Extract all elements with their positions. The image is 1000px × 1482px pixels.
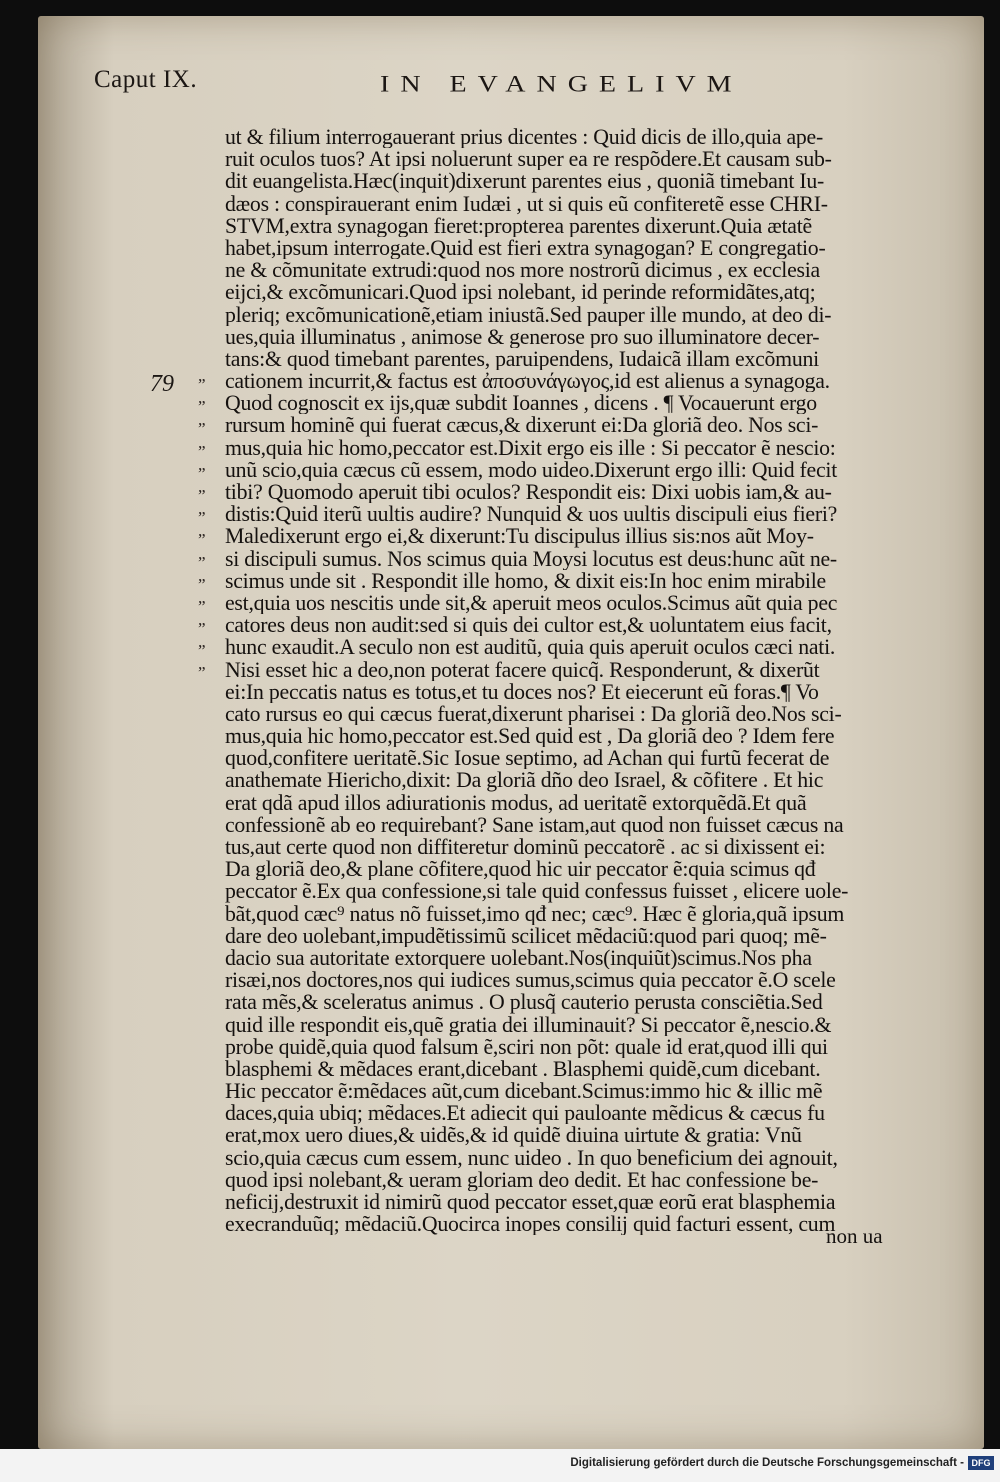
text-line: mus,quia hic homo,peccator est.Sed quid est , Da gloriã deo ? Idem fere [225, 725, 835, 748]
text-line: confessionẽ ab eo requirebant? Sane istam,aut quod non fuisset cæcus na [225, 813, 844, 836]
text-line: rata mẽs,& sceleratus animus . O plusq̃ cauterio perusta consciẽtia.Sed [225, 991, 823, 1014]
text-line: unũ scio,quia cæcus cũ essem, modo uideo.Dixerunt ergo illi: Quid fecit [225, 458, 838, 481]
margin-quotation-marks [198, 374, 226, 685]
text-line: Maledixerunt ergo ei,& dixerunt:Tu discipulus illius sis:nos aũt Moy- [225, 525, 814, 548]
chapter-heading: Caput IX. [94, 66, 198, 93]
dfg-logo-icon: DFG [968, 1456, 994, 1470]
text-line: ues,quia illuminatus , animose & generose pro suo illuminatore decer- [225, 325, 820, 348]
catchword: non ua [826, 1224, 883, 1248]
text-line: anathemate Hiericho,dixit: Da gloriã dño deo Israel, & cõfitere . Et hic [225, 769, 824, 792]
text-line: mus,quia hic homo,peccator est.Dixit ergo eis ille : Si peccator ẽ nescio: [225, 436, 836, 459]
text-line: STVM,extra synagogan fieret:propterea parentes dixerunt.Quia ætatẽ [225, 214, 812, 237]
text-line: probe quidẽ,quia quod falsum ẽ,sciri non põt: quale id erat,quod illi qui [225, 1035, 828, 1058]
text-line: scio,quia cæcus cum essem, nunc uideo . In quo beneficium dei agnouit, [225, 1146, 838, 1169]
text-line: erat,mox uero diues,& uidẽs,& id quidẽ diuina uirtute & gratia: Vnũ [225, 1124, 802, 1147]
text-line: tibi? Quomodo aperuit tibi oculos? Respondit eis: Dixi uobis iam,& au- [225, 481, 832, 504]
quote-mark: ” [198, 663, 206, 683]
text-line: dacio sua autoritate extorquere uolebant.Nos(inquiũt)scimus.Nos pha [225, 946, 812, 970]
text-line: ruit oculos tuos? At ipsi noluerunt super ea re respõdere.Et causam sub- [225, 148, 832, 171]
text-line: ne & cõmunitate extrudi:quod nos more nostrorũ dicimus , ex ecclesia [225, 259, 820, 282]
text-line: rursum hominẽ qui fuerat cæcus,& dixerunt ei:Da gloriã deo. Nos sci- [225, 414, 819, 437]
text-line: cato rursus eo qui cæcus fuerat,dixerunt pharisei : Da gloriã deo.Nos sci- [225, 702, 842, 726]
text-line: pleriq; excõmunicationẽ,etiam iniustã.Sed pauper ille mundo, at deo di- [225, 303, 832, 326]
quote-mark: ” [198, 552, 206, 572]
text-line: risæi,nos doctores,nos qui iudices sumus,scimus quia peccator ẽ.O scele [225, 969, 836, 992]
text-line: daces,quia ubiq; mẽdaces.Et adiecit qui pauloante mẽdicus & cæcus fu [225, 1102, 825, 1125]
quote-mark: ” [198, 508, 206, 528]
margin-number: 79 [150, 371, 174, 397]
text-line: si discipuli sumus. Nos scimus quia Moysi locutus est deus:hunc aũt ne- [225, 547, 837, 570]
text-line: neficij,destruxit id nimirũ quod peccator esset,quæ eorũ erat blasphemia [225, 1191, 836, 1214]
text-line: Nisi esset hic a deo,non poterat facere quicq̃. Responderunt, & dixerũt [225, 658, 820, 681]
quote-mark: ” [198, 485, 206, 505]
text-line: quid ille respondit eis,quẽ gratia dei illuminauit? Si peccator ẽ,nescio.& [225, 1013, 832, 1036]
text-line: hunc exaudit.A seculo non est auditũ, quia quis aperuit oculos cæci nati. [225, 636, 836, 659]
text-line: peccator ẽ.Ex qua confessione,si tale quid confessus fuisset , elicere uole- [225, 880, 849, 903]
text-line: est,quia uos nescitis unde sit,& aperuit meos oculos.Scimus aũt quia pec [225, 591, 838, 615]
text-line: tans:& quod timebant parentes, paruipendens, Iudaicã illam excõmuni [225, 347, 819, 371]
footer-credit: Digitalisierung gefördert durch die Deutsche Forschungsgemeinschaft - [570, 1457, 964, 1469]
quote-mark: ” [198, 441, 206, 461]
text-line: Da gloriã deo,& plane cõfitere,quod hic uir peccator ẽ:quia scimus qđ [225, 858, 816, 881]
text-line: dæos : conspirauerant enim Iudæi , ut si quis eũ confiteretẽ esse CHRI- [225, 192, 828, 215]
text-line: quod ipsi nolebant,& ueram gloriam deo dedit. Et hac confessione be- [225, 1168, 819, 1191]
text-line: bãt,quod cæc⁹ natus nõ fuisset,imo qđ nec; cæc⁹. Hæc ẽ gloria,quã ipsum [225, 902, 845, 925]
text-line: Hic peccator ẽ:mẽdaces aũt,cum dicebant.Scimus:immo hic & illic mẽ [225, 1080, 823, 1103]
running-title: IN EVANGELIVM [380, 72, 743, 98]
text-line: quod,confitere ueritatẽ.Sic Iosue septimo, ad Achan qui furtũ fecerat de [225, 747, 830, 770]
quote-mark: ” [198, 463, 206, 483]
text-line: tus,aut certe quod non diffiteretur dominũ peccatorẽ . ac si dixissent ei: [225, 836, 826, 859]
text-line: habet,ipsum interrogate.Quid est fieri extra synagogan? E congregatio- [225, 236, 826, 260]
quote-mark: ” [198, 375, 206, 394]
quote-mark: ” [198, 530, 206, 550]
text-line: ei:In peccatis natus es totus,et tu doces nos? Et eiecerunt eũ foras.¶ Vo [225, 680, 819, 703]
text-line: scimus unde sit . Respondit ille homo, & dixit eis:In hoc enim mirabile [225, 569, 826, 592]
text-line: eijci,& excõmunicari.Quod ipsi nolebant, id perinde reformidãtes,atq; [225, 281, 816, 304]
quote-mark: ” [198, 574, 206, 594]
text-line: erat qdã apud illos adiurationis modus, ad ueritatẽ extorquẽdã.Et quã [225, 791, 807, 814]
text-line: distis:Quid iterũ uultis audire? Nunquid & uos uultis discipuli eius fieri? [225, 503, 838, 526]
text-line: dit euangelista.Hæc(inquit)dixerunt parentes eius , quoniã timebant Iu- [225, 170, 825, 193]
quote-mark: ” [198, 619, 206, 639]
text-line: dare deo uolebant,impudẽtissimũ scilicet mẽdaciũ:quod pari quoq; mẽ- [225, 924, 827, 947]
text-line: Quod cognoscit ex ijs,quæ subdit Ioannes , dicens . ¶ Vocauerunt ergo [225, 392, 817, 415]
text-line: ut & filium interrogauerant prius dicentes : Quid dicis de illo,quia ape- [225, 126, 823, 149]
quote-mark: ” [198, 419, 206, 439]
quote-mark: ” [198, 397, 206, 417]
text-line: cationem incurrit,& factus est ἀποσυνάγωγος,id est alienus a synagoga. [225, 370, 830, 393]
text-line: catores deus non audit:sed si quis dei cultor est,& uoluntatem eius facit, [225, 614, 832, 637]
digitization-footer [0, 1449, 1000, 1482]
quote-mark: ” [198, 641, 206, 661]
text-line: blasphemi & mẽdaces erant,dicebant . Blasphemi quidẽ,cum dicebant. [225, 1057, 821, 1081]
text-line: execranduũq; mẽdaciũ.Quocirca inopes consilij quid facturi essent, cum [225, 1213, 836, 1236]
body-text [225, 126, 930, 1235]
quote-mark: ” [198, 596, 206, 616]
